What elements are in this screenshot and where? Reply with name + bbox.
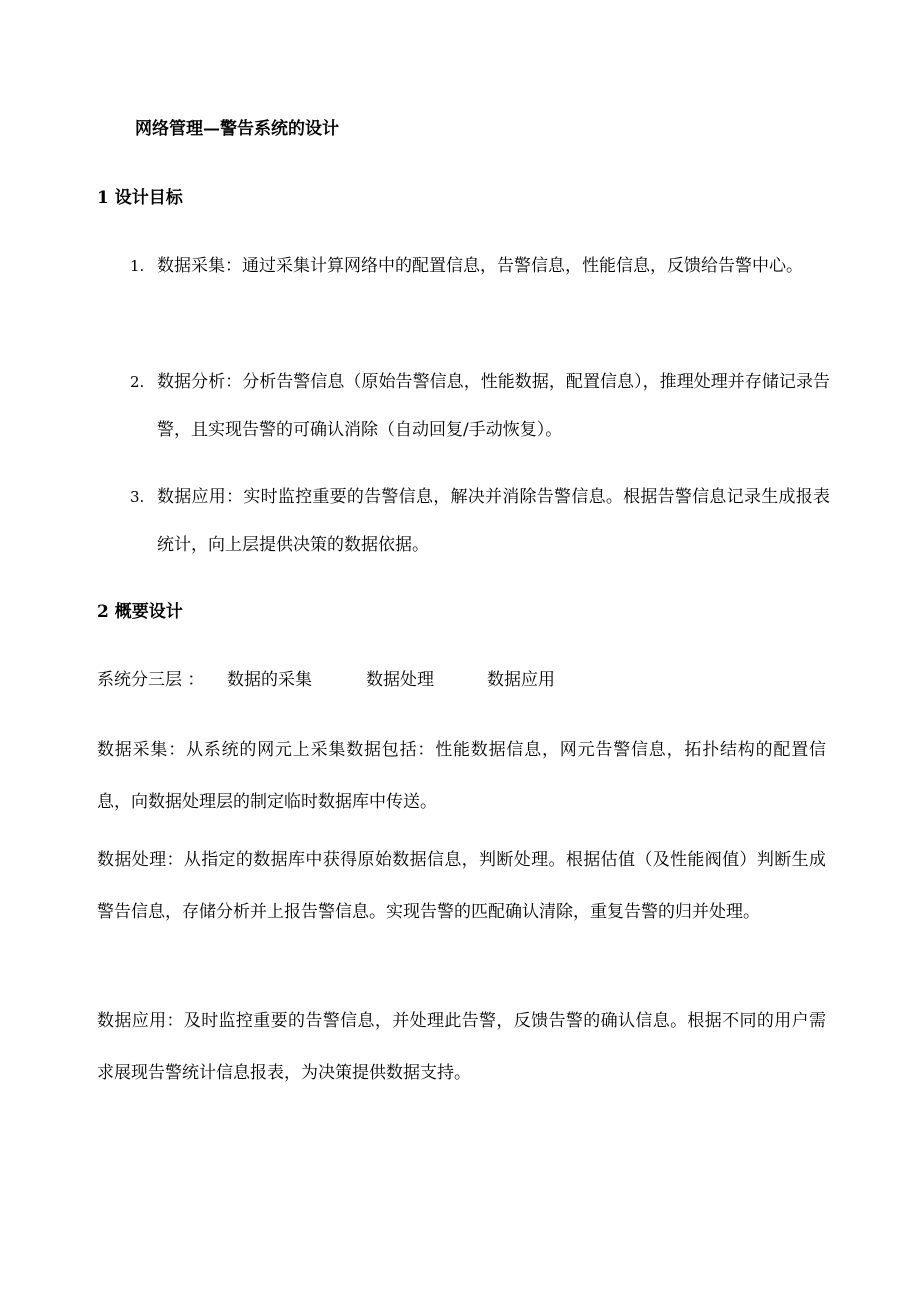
list-text: 数据分析：分析告警信息（原始告警信息，性能数据，配置信息），推理处理并存储记录告警，且实现告警的可确认消除（自动回复/手动恢复）。: [157, 372, 830, 440]
tier-data-application: 数据应用: [487, 670, 555, 690]
tier-data-processing: 数据处理: [366, 670, 434, 690]
tier-data-collection: 数据的采集: [227, 670, 312, 690]
section-heading-overview-design: 2 概要设计: [97, 602, 183, 622]
section-heading-design-goals: 1 设计目标: [97, 188, 183, 208]
list-item-data-application: [130, 473, 830, 569]
list-number: 1.: [130, 257, 145, 275]
list-number: 2.: [130, 373, 145, 391]
paragraph-data-collection: 数据采集：从系统的网元上采集数据包括：性能数据信息，网元告警信息，拓扑结构的配置信息，向数据处理层的制定临时数据库中传送。: [97, 740, 826, 812]
list-text: 数据采集：通过采集计算网络中的配置信息，告警信息，性能信息，反馈给告警中心。: [157, 256, 803, 276]
list-text: 数据应用：实时监控重要的告警信息，解决并消除告警信息。根据告警信息记录生成报表统计，向上层提供决策的数据依据。: [157, 487, 830, 555]
tiers-label: 系统分三层 ：: [97, 670, 205, 690]
paragraph-data-application: 数据应用：及时监控重要的告警信息，并处理此告警，反馈告警的确认信息。根据不同的用户需求展现告警统计信息报表，为决策提供数据支持。: [97, 1011, 826, 1083]
list-number: 3.: [130, 488, 145, 506]
paragraph-data-processing: 数据处理：从指定的数据库中获得原始数据信息，判断处理。根据估值（及性能阀值）判断生成警告信息，存储分析并上报告警信息。实现告警的匹配确认清除，重复告警的归并处理。: [97, 850, 826, 922]
list-item-data-analysis: [130, 358, 830, 454]
list-item-data-collection: [130, 242, 830, 290]
document-title: 网络管理—警告系统的设计: [135, 119, 339, 139]
system-tiers-line: [97, 656, 555, 704]
